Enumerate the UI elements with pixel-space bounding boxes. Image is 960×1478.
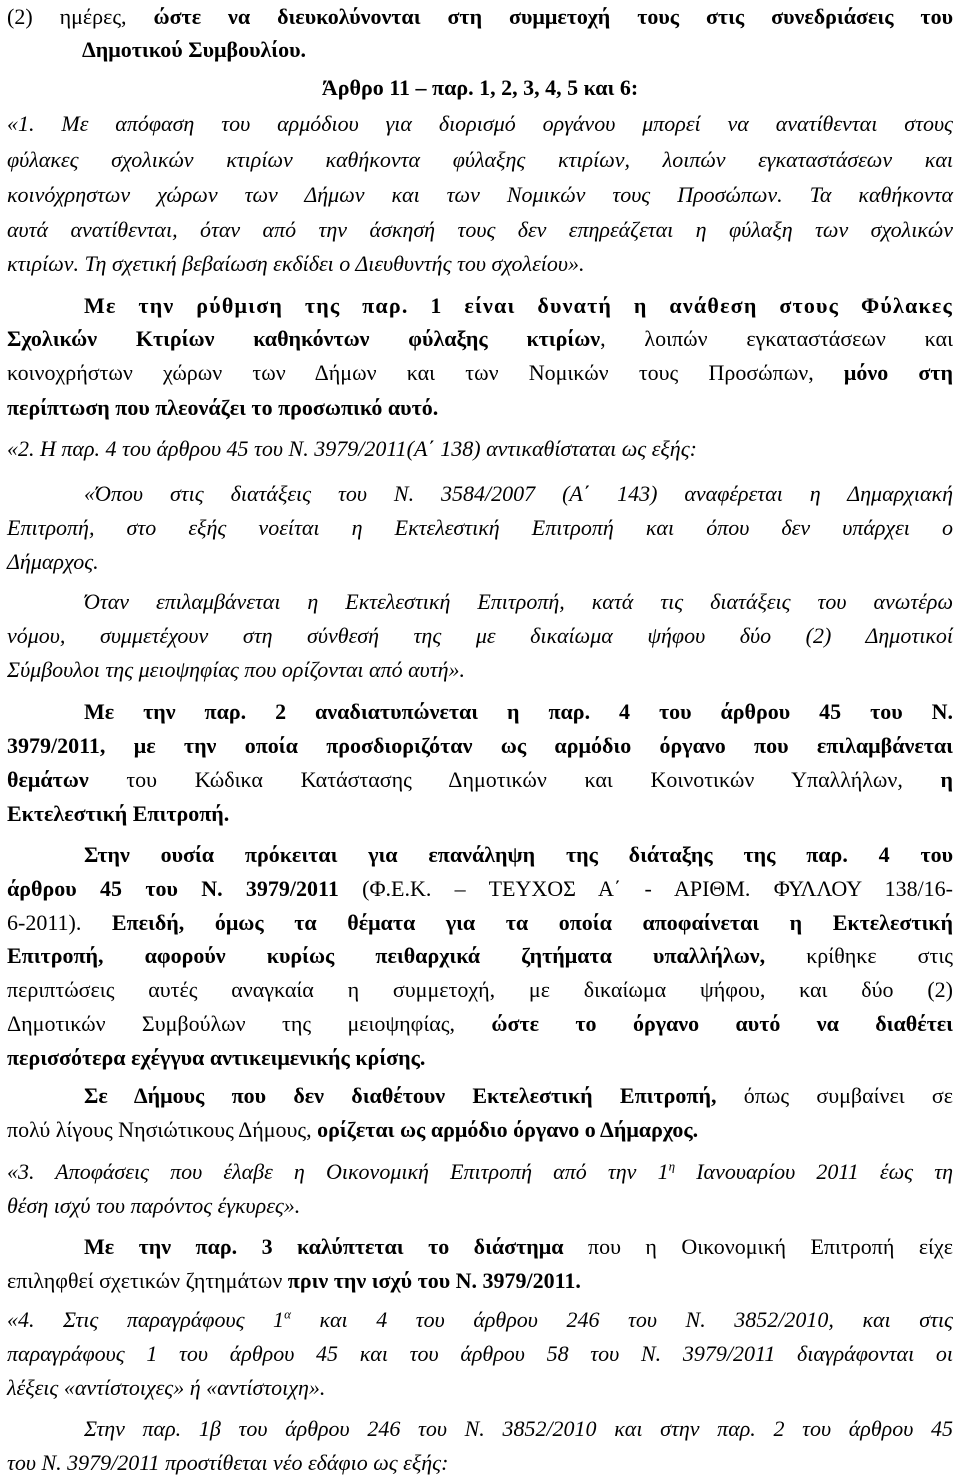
commentary-line <box>84 1081 953 1111</box>
bold-text: άρθρου 45 του Ν. 3979/2011 <box>7 876 339 901</box>
bold-text: περισσότερα εχέγγυα αντικειμενικής κρίσης. <box>7 1045 426 1070</box>
commentary-line <box>7 324 953 354</box>
commentary-line <box>7 874 953 904</box>
commentary-line <box>7 1043 953 1073</box>
quoted-line <box>7 180 953 210</box>
quoted-line <box>84 1414 953 1444</box>
quoted-line <box>7 513 953 543</box>
text-run: επιληφθεί σχετικών ζητημάτων <box>7 1268 288 1293</box>
commentary-line <box>7 799 953 829</box>
commentary-line <box>7 1115 953 1145</box>
bold-text: Επειδή, όμως τα θέματα για τα οποία αποφαίνεται η Εκτελεστική <box>111 910 953 935</box>
bold-text: θεμάτων <box>7 767 89 792</box>
text-run: παραγράφους 1 του άρθρου 45 και του άρθρου 58 του Ν. 3979/2011 διαγράφονται οι <box>7 1341 953 1366</box>
commentary-line <box>7 393 953 423</box>
text-run: (Φ.Ε.Κ. – ΤΕΥΧΟΣ Α΄ - ΑΡΙΘΜ. ΦΥΛΛΟΥ 138/16- <box>338 876 954 901</box>
quoted-line <box>7 249 953 279</box>
bold-text: 3979/2011, με την οποία προσδιοριζόταν ως αρμόδιο όργανο που επιλαμβάνεται <box>7 733 953 758</box>
quoted-line <box>7 1373 953 1403</box>
text-run: κοινόχρηστων χώρων των Δήμων και των Νομικών τους Προσώπων. Τα καθήκοντα <box>7 182 953 207</box>
commentary-line <box>7 765 953 795</box>
commentary-line <box>84 291 953 321</box>
text-run: και 4 του άρθρου 246 του Ν. 3852/2010, και στις <box>290 1307 953 1332</box>
text-run: αυτά ανατίθενται, όταν από την άσκησή τους δεν επηρεάζεται η φύλαξη των σχολικών <box>7 217 953 242</box>
bold-text: ώστε το όργανο αυτό να διαθέτει <box>491 1011 954 1036</box>
superscript-text: η <box>668 1158 676 1174</box>
commentary-line <box>7 1266 953 1296</box>
bold-text: η <box>940 767 953 792</box>
text-run: «Όπου στις διατάξεις του Ν. 3584/2007 (Α΄ 143) αναφέρεται η Δημαρχιακή <box>84 481 953 506</box>
quoted-line <box>7 1191 953 1221</box>
article-heading <box>7 73 953 103</box>
commentary-line <box>7 731 953 761</box>
quoted-line <box>7 109 953 139</box>
quoted-line <box>7 1157 953 1187</box>
bold-text: Σχολικών Κτιρίων καθηκόντων φύλαξης κτιρίων <box>7 326 601 351</box>
text-run: , λοιπών εγκαταστάσεων και <box>600 326 953 351</box>
text-run: Σύμβουλοι της μειοψηφίας που ορίζονται από αυτή». <box>7 657 466 682</box>
text-run: Ιανουαρίου 2011 έως τη <box>675 1159 953 1184</box>
text-run: του Κώδικα Κατάστασης Δημοτικών και Κοινοτικών Υπαλλήλων, <box>88 767 941 792</box>
commentary-line <box>7 941 953 971</box>
text-run: Στην παρ. 1β του άρθρου 246 του Ν. 3852/2010 και στην παρ. 2 του άρθρου 45 <box>84 1416 953 1441</box>
commentary-line <box>84 697 953 727</box>
text-run: όπως συμβαίνει σε <box>716 1083 954 1108</box>
quoted-line <box>7 547 953 577</box>
quoted-line <box>7 434 953 464</box>
bold-text: Με την ρύθμιση της παρ. 1 είναι δυνατή η ανάθεση στους Φύλακες <box>84 293 953 318</box>
bold-text: Σε Δήμους που δεν διαθέτουν Εκτελεστική Επιτροπή, <box>84 1083 717 1108</box>
quoted-line <box>84 479 953 509</box>
text-run: περιπτώσεις αυτές αναγκαία η συμμετοχή, με δικαίωμα ψήφου, και δύο (2) <box>7 977 953 1002</box>
superscript-text: α <box>284 1306 291 1322</box>
bold-text: ορίζεται ως αρμόδιο όργανο ο Δήμαρχος. <box>317 1117 699 1142</box>
text-run: 6-2011). <box>7 910 112 935</box>
bold-text: Δημοτικού Συμβουλίου. <box>82 37 307 62</box>
body-line <box>7 2 953 32</box>
text-run: κρίθηκε στις <box>765 943 953 968</box>
quoted-line <box>7 1305 953 1335</box>
bold-text: ώστε να διευκολύνονται στη συμμετοχή τους στις συνεδριάσεις του <box>153 4 953 29</box>
quoted-line <box>7 621 953 651</box>
text-run: Επιτροπή, στο εξής νοείται η Εκτελεστική Επιτροπή και όπου δεν υπάρχει ο <box>7 515 953 540</box>
text-run: κοινοχρήστων χώρων των Δήμων και των Νομικών τους Προσώπων, <box>7 360 844 385</box>
text-run: Δημοτικών Συμβούλων της μειοψηφίας, <box>7 1011 492 1036</box>
bold-text: Στην ουσία πρόκειται για επανάληψη της διάταξης της παρ. 4 του <box>84 842 953 867</box>
text-run: του Ν. 3979/2011 προστίθεται νέο εδάφιο ως εξής: <box>7 1450 449 1475</box>
text-run: νόμου, συμμετέχουν στη σύνθεσή της με δικαίωμα ψήφου δύο (2) Δημοτικοί <box>7 623 953 648</box>
text-run: κτιρίων. Τη σχετική βεβαίωση εκδίδει ο Διευθυντής του σχολείου». <box>7 251 585 276</box>
bold-text: Εκτελεστική Επιτροπή. <box>7 801 230 826</box>
text-run: «2. Η παρ. 4 του άρθρου 45 του Ν. 3979/2011(Α΄ 138) αντικαθίσταται ως εξής: <box>7 436 697 461</box>
commentary-line <box>84 1232 953 1262</box>
text-run: φύλακες σχολικών κτιρίων καθήκοντα φύλαξης κτιρίων, λοιπών εγκαταστάσεων και <box>7 147 953 172</box>
bold-text: Με την παρ. 3 καλύπτεται το διάστημα <box>84 1234 564 1259</box>
bold-text: πριν την ισχύ του Ν. 3979/2011. <box>287 1268 581 1293</box>
text-run: «1. Με απόφαση του αρμόδιου για διορισμό οργάνου μπορεί να ανατίθενται στους <box>7 111 953 136</box>
quoted-line <box>7 215 953 245</box>
bold-text: Επιτροπή, αφορούν κυρίως πειθαρχικά ζητήματα υπαλλήλων, <box>7 943 766 968</box>
bold-text: Άρθρο 11 – παρ. 1, 2, 3, 4, 5 και 6: <box>321 75 639 100</box>
text-run: Όταν επιλαμβάνεται η Εκτελεστική Επιτροπή, κατά τις διατάξεις του ανωτέρω <box>84 589 953 614</box>
text-run: πολύ λίγους Νησιώτικους Δήμους, <box>7 1117 318 1142</box>
commentary-line <box>7 358 953 388</box>
body-line <box>82 35 960 65</box>
commentary-line <box>7 1009 953 1039</box>
quoted-line <box>7 1448 953 1478</box>
quoted-line <box>84 587 953 617</box>
bold-text: μόνο στη <box>843 360 953 385</box>
text-run: θέση ισχύ του παρόντος έγκυρες». <box>7 1193 301 1218</box>
commentary-line <box>84 840 953 870</box>
bold-text: Με την παρ. 2 αναδιατυπώνεται η παρ. 4 του άρθρου 45 του Ν. <box>84 699 953 724</box>
quoted-line <box>7 145 953 175</box>
quoted-line <box>7 655 953 685</box>
text-run: «3. Αποφάσεις που έλαβε η Οικονομική Επιτροπή από την 1 <box>7 1159 669 1184</box>
bold-text: περίπτωση που πλεονάζει το προσωπικό αυτό. <box>7 395 439 420</box>
commentary-line <box>7 975 953 1005</box>
text-run: που η Οικονομική Επιτροπή είχε <box>563 1234 953 1259</box>
text-run: λέξεις «αντίστοιχες» ή «αντίστοιχη». <box>7 1375 326 1400</box>
text-run: (2) ημέρες, <box>7 4 154 29</box>
commentary-line <box>7 908 953 938</box>
text-run: Δήμαρχος. <box>7 549 99 574</box>
text-run: «4. Στις παραγράφους 1 <box>7 1307 285 1332</box>
quoted-line <box>7 1339 953 1369</box>
